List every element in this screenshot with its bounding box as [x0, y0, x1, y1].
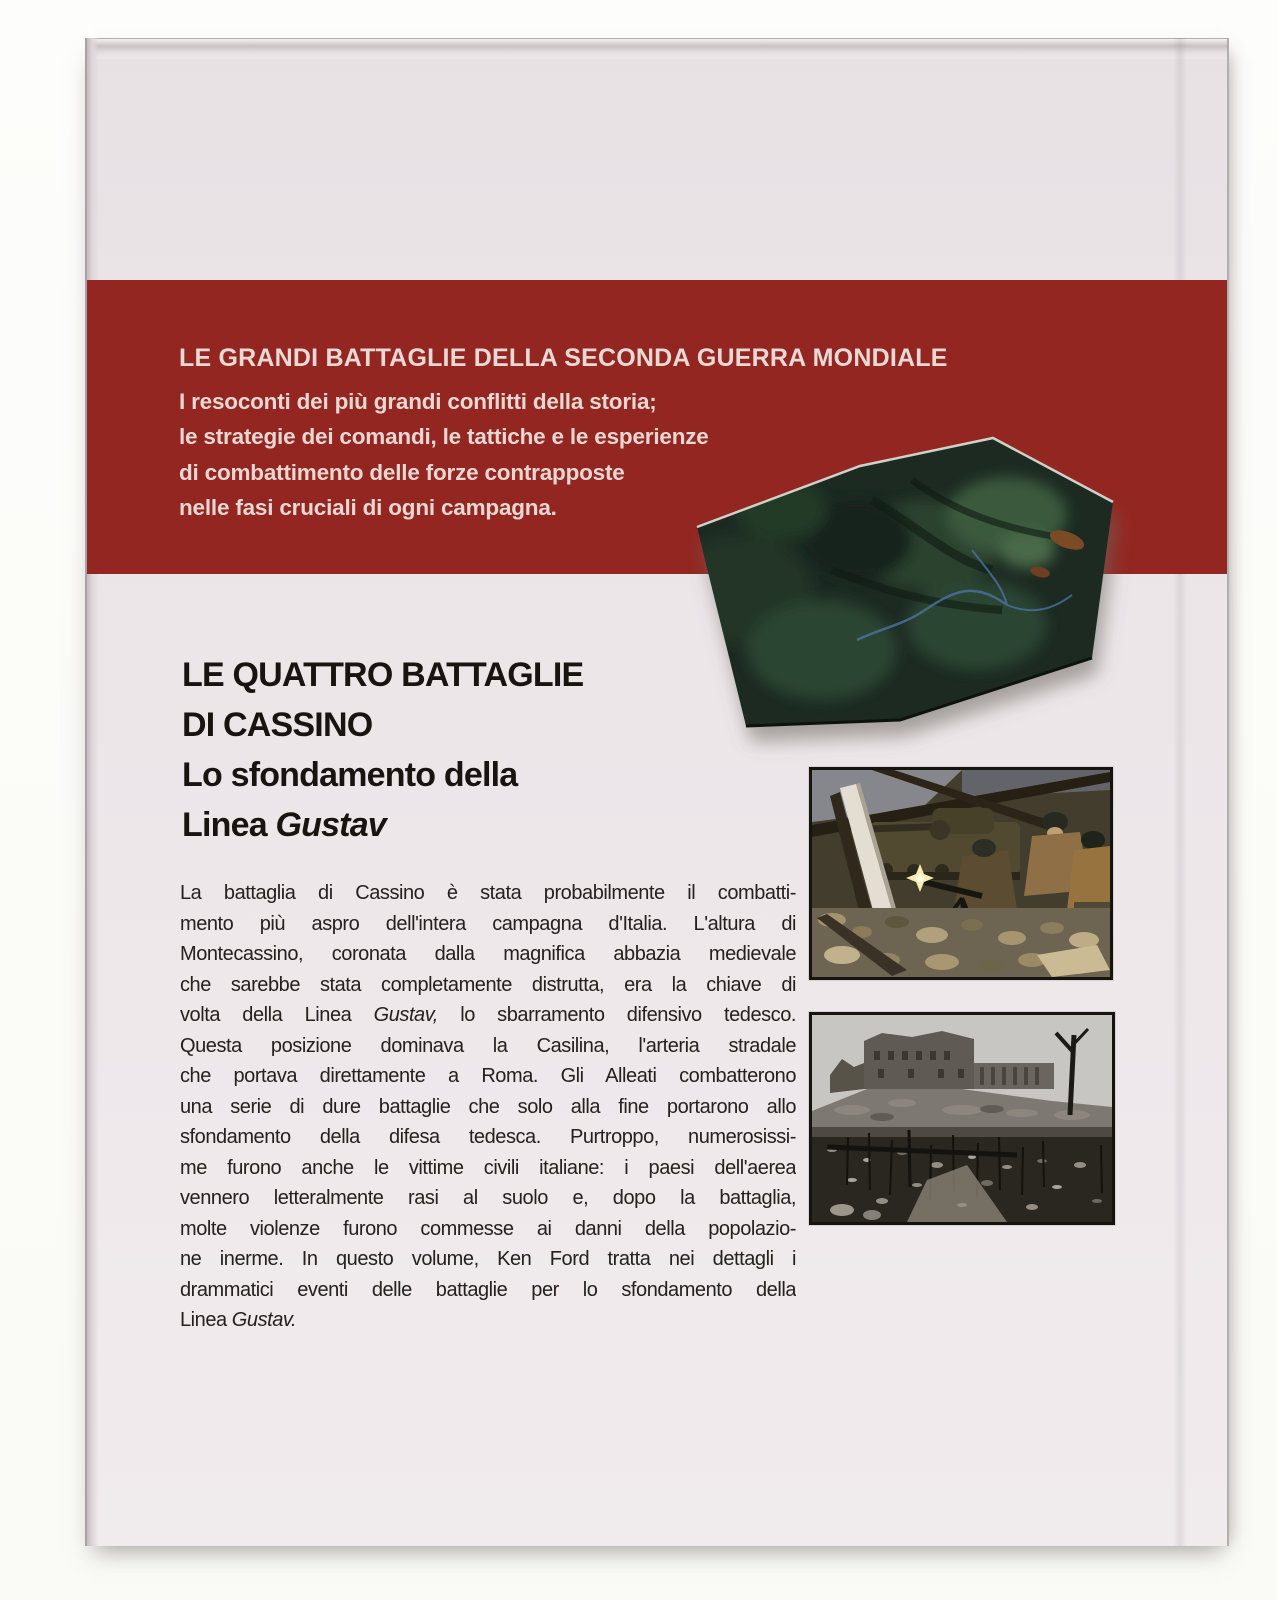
cover-crease — [1173, 38, 1187, 1546]
book-description-line — [180, 970, 796, 1001]
text-segment: di combattimento delle forze contrapposte — [179, 459, 625, 485]
book-description-line — [180, 1244, 796, 1275]
italic-text-segment: Gustav. — [231, 1309, 297, 1331]
text-segment: ne inerme. In questo volume, Ken Ford tratta nei dettagli i — [180, 1248, 796, 1270]
battle-painting-art — [812, 770, 1110, 977]
painting-muzzle-flash-core — [916, 874, 924, 882]
text-segment: Lo sfondamento della — [182, 756, 518, 794]
series-title: LE GRANDI BATTAGLIE DELLA SECONDA GUERRA MONDIALE — [179, 344, 948, 372]
book-description-line — [180, 939, 796, 970]
text-segment: I resoconti dei più grandi conflitti della storia; — [179, 389, 657, 414]
book-description-line — [180, 1305, 796, 1336]
ruins-photo-art — [812, 1015, 1112, 1222]
painting-soldier2-body — [1067, 846, 1110, 910]
book-description-line — [180, 1183, 796, 1214]
text-segment: LE QUATTRO BATTAGLIE — [182, 656, 584, 694]
painting-soldier2-helmet — [1081, 831, 1105, 849]
book-description-line — [180, 1031, 796, 1062]
relief-map-art — [672, 420, 1142, 765]
ruins-stone-1 — [830, 1204, 854, 1216]
text-segment: nelle fasi cruciali di ogni campagna. — [179, 495, 557, 521]
book-title-line — [182, 700, 742, 750]
text-segment: Linea — [182, 806, 276, 844]
book-title-line — [182, 650, 742, 700]
text-segment: me furono anche le vittime civili italiane: i paesi dell'aerea — [180, 1156, 796, 1179]
italic-text-segment: Gustav — [275, 806, 386, 844]
text-segment: Montecassino, coronata dalla magnifica abbazia medievale — [180, 943, 796, 965]
text-segment: molte violenze furono commesse ai danni della popolazio- — [180, 1217, 796, 1240]
book-description-line — [180, 1000, 796, 1031]
text-segment: che portava direttamente a Roma. Gli Alleati combatterono — [180, 1065, 796, 1087]
book-top-edge — [87, 38, 1227, 59]
ruins-stone-2 — [863, 1210, 881, 1220]
text-segment: vennero letteralmente rasi al suolo e, dopo la battaglia, — [180, 1187, 796, 1209]
book-description-line — [180, 1275, 796, 1306]
battle-painting-image — [809, 767, 1113, 980]
painting-tank-mantlet — [930, 820, 950, 840]
text-segment: Questa posizione dominava la Casilina, l'arteria stradale — [180, 1034, 796, 1057]
book-description-line — [180, 909, 796, 940]
text-segment: La battaglia di Cassino è stata probabilmente il combatti- — [180, 882, 796, 904]
text-segment: Linea — [180, 1309, 232, 1331]
book-description-line — [180, 1153, 796, 1184]
text-segment: le strategie dei comandi, le tattiche e le esperienze — [179, 424, 709, 450]
book-title — [182, 650, 742, 850]
text-segment: drammatici eventi delle battaglie per lo sfondamento della — [180, 1278, 796, 1301]
montecassino-ruins-image — [809, 1012, 1115, 1225]
book-description-line — [180, 1214, 796, 1245]
italic-text-segment: Gustav, — [373, 1004, 438, 1026]
text-segment: che sarebbe stata completamente distrutta, era la chiave di — [180, 973, 796, 996]
text-segment: lo sbarramento difensivo tedesco. — [437, 1004, 796, 1026]
text-segment: una serie di dure battaglie che solo alla fine portarono allo — [180, 1095, 796, 1118]
book-description-line — [180, 1092, 796, 1123]
book-spine-hinge — [87, 38, 99, 1546]
text-segment: DI CASSINO — [182, 706, 373, 744]
text-segment: volta della Linea — [180, 1004, 374, 1026]
book-description-line — [180, 1122, 796, 1153]
book-title-line — [182, 750, 742, 800]
series-description-line — [179, 384, 1197, 419]
book-description-line — [180, 1061, 796, 1092]
book-title-line — [182, 800, 742, 850]
text-segment: mento più aspro dell'intera campagna d'Italia. L'altura di — [180, 912, 796, 935]
book-description-line — [180, 878, 796, 909]
text-segment: sfondamento della difesa tedesca. Purtroppo, numerosissi- — [180, 1126, 796, 1148]
relief-map-image — [672, 420, 1142, 765]
book-back-cover — [85, 38, 1229, 1546]
book-description — [180, 878, 796, 1336]
painting-gunner-helmet — [972, 839, 996, 857]
